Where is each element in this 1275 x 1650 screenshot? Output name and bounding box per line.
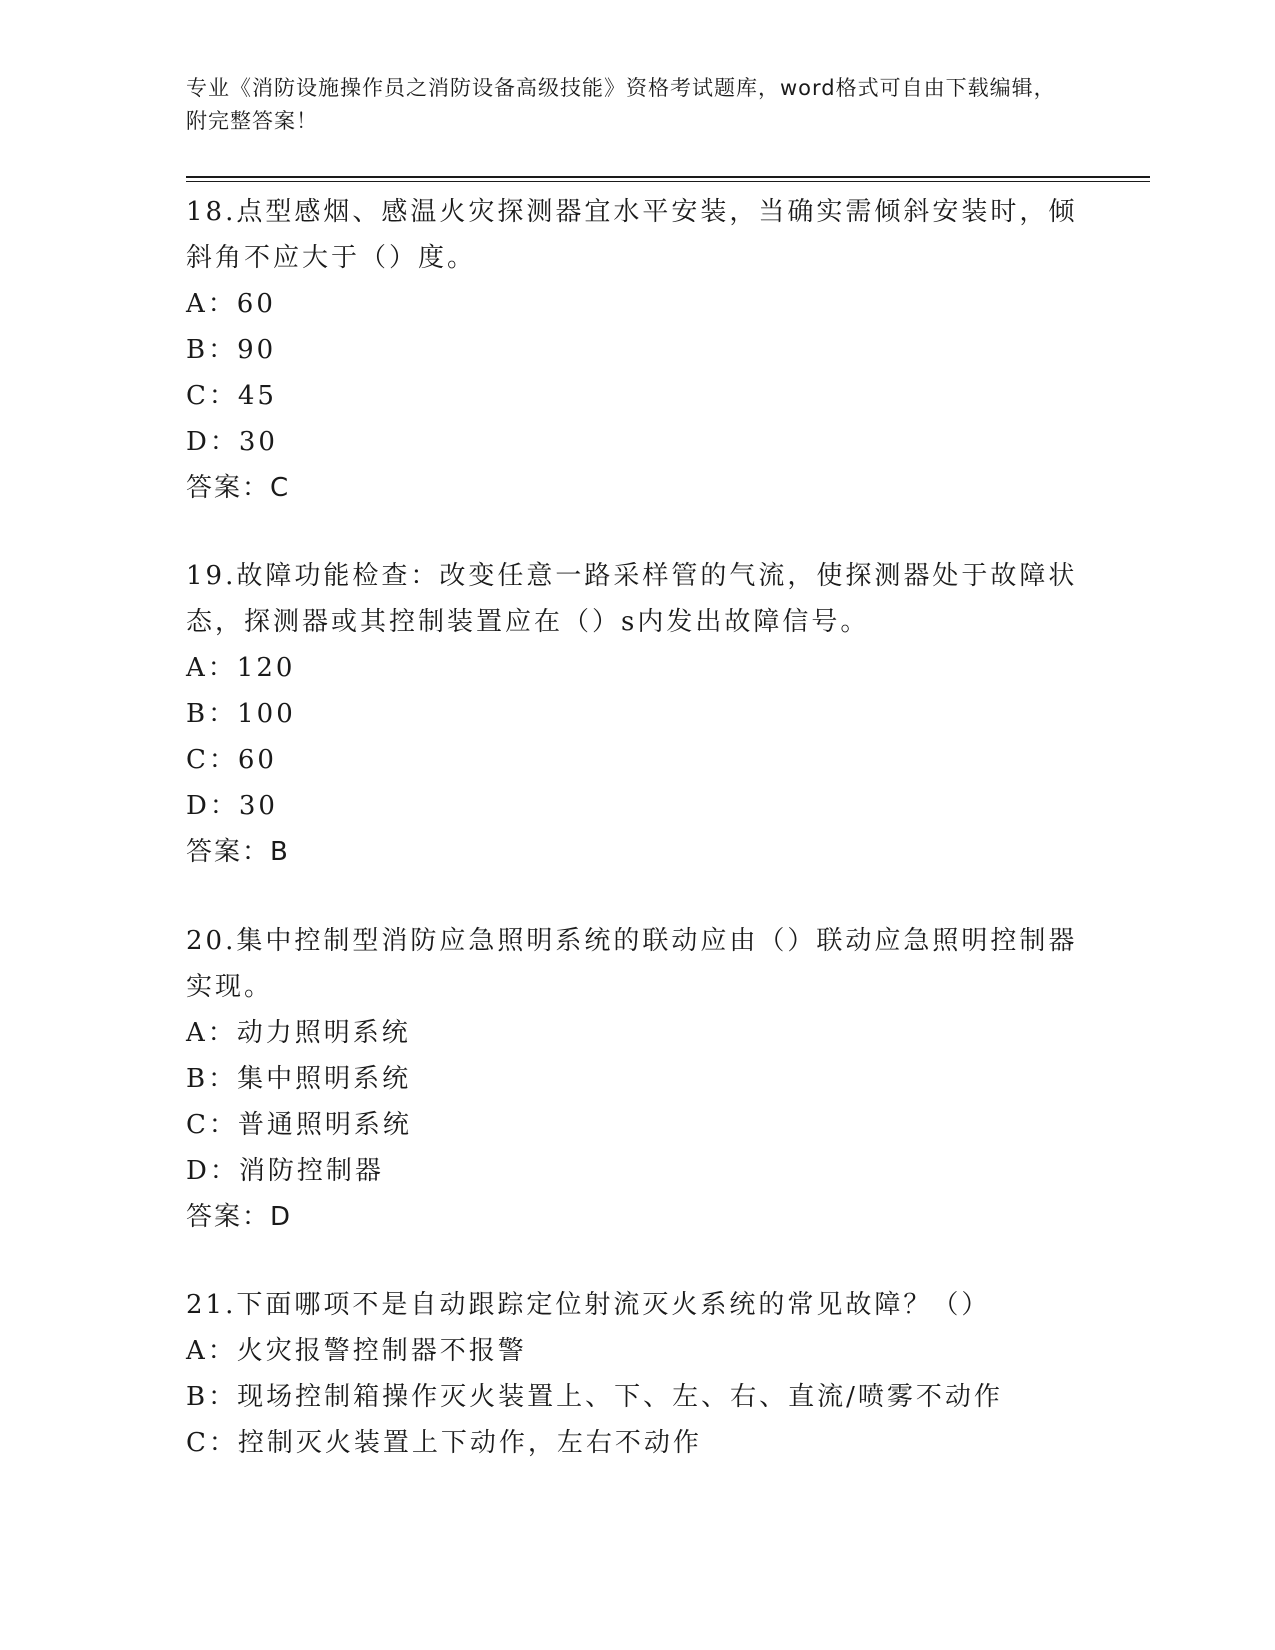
option-b: B：100	[186, 699, 296, 729]
question-21	[186, 1282, 1086, 1466]
answer: 答案：D	[186, 1202, 293, 1232]
question-stem: 19.故障功能检查：改变任意一路采样管的气流，使探测器处于故障状态，探测器或其控制装置应在（）s内发出故障信号。	[186, 561, 1078, 637]
option-a: A：火灾报警控制器不报警	[186, 1336, 527, 1366]
option-c: C：45	[186, 381, 277, 411]
header-divider-thin	[186, 181, 1150, 182]
question-19	[186, 553, 1086, 875]
question-stem: 18.点型感烟、感温火灾探测器宜水平安装，当确实需倾斜安装时，倾斜角不应大于（）度。	[186, 197, 1078, 273]
document-header: 专业《消防设施操作员之消防设备高级技能》资格考试题库，word格式可自由下载编辑，附完整答案！	[186, 76, 1056, 133]
option-c: C：控制灭火装置上下动作，左右不动作	[186, 1428, 702, 1458]
header-divider-thick	[186, 176, 1150, 178]
option-b: B：90	[186, 335, 277, 365]
option-a: A：动力照明系统	[186, 1018, 411, 1048]
question-20	[186, 918, 1086, 1240]
question-18	[186, 189, 1086, 511]
option-d: D：消防控制器	[186, 1156, 384, 1186]
option-a: A：60	[186, 289, 276, 319]
answer: 答案：C	[186, 473, 291, 503]
option-a: A：120	[186, 653, 296, 683]
option-b: B：集中照明系统	[186, 1064, 412, 1094]
answer: 答案：B	[186, 837, 290, 867]
question-stem: 20.集中控制型消防应急照明系统的联动应由（）联动应急照明控制器实现。	[186, 926, 1078, 1002]
question-stem: 21.下面哪项不是自动跟踪定位射流灭火系统的常见故障？（）	[186, 1290, 991, 1320]
option-c: C：普通照明系统	[186, 1110, 412, 1140]
option-c: C：60	[186, 745, 277, 775]
option-d: D：30	[186, 427, 278, 457]
option-b: B：现场控制箱操作灭火装置上、下、左、右、直流/喷雾不动作	[186, 1382, 1003, 1412]
option-d: D：30	[186, 791, 278, 821]
